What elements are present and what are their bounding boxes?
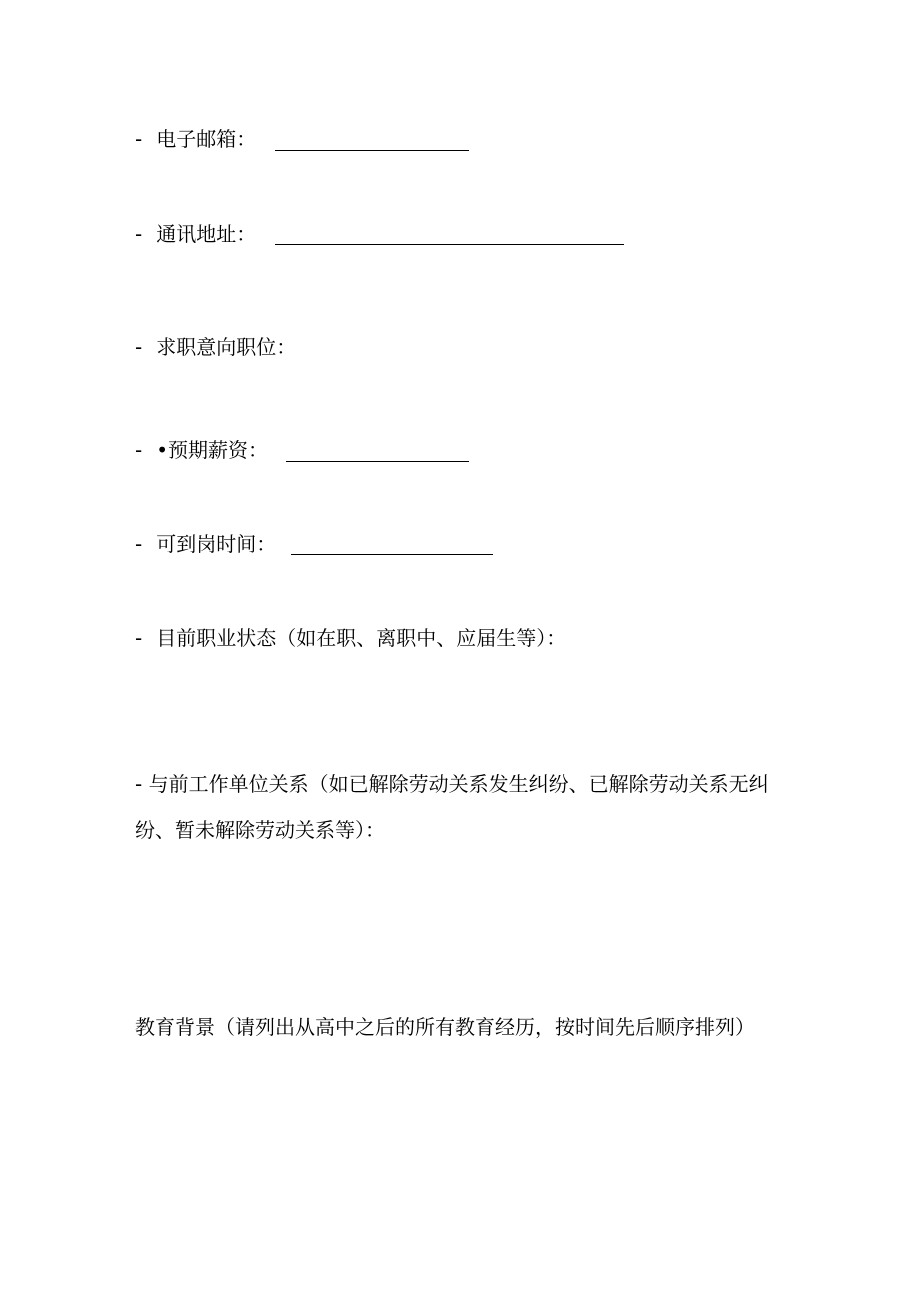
bullet-dash: - xyxy=(135,222,143,246)
education-heading: 教育背景（请列出从高中之后的所有教育经历，按时间先后顺序排列） xyxy=(135,1015,755,1039)
status-label: 目前职业状态（如在职、离职中、应届生等）： xyxy=(156,626,567,650)
address-label: 通讯地址： xyxy=(156,222,257,246)
bullet-dash: - xyxy=(135,438,143,462)
bullet-dash: - xyxy=(135,127,143,151)
bullet-dash: - xyxy=(135,626,143,650)
email-label: 电子邮箱： xyxy=(156,127,257,151)
start-time-row xyxy=(135,532,276,556)
start-time-field[interactable] xyxy=(291,554,493,555)
start-time-label: 可到岗时间： xyxy=(156,532,277,556)
salary-row xyxy=(135,438,268,462)
address-field[interactable] xyxy=(275,244,624,245)
email-row xyxy=(135,127,256,151)
position-row xyxy=(135,335,296,359)
bullet-dash: - xyxy=(135,532,143,556)
bullet-dash: - xyxy=(135,335,143,359)
salary-field[interactable] xyxy=(286,461,469,462)
salary-label: •预期薪资： xyxy=(156,438,269,462)
address-row xyxy=(135,222,256,246)
relation-paragraph: - 与前工作单位关系（如已解除劳动关系发生纠纷、已解除劳动关系无纠纷、暂未解除劳动关系等）： xyxy=(135,772,769,842)
status-row xyxy=(135,626,566,650)
email-field[interactable] xyxy=(275,150,469,151)
position-label: 求职意向职位： xyxy=(156,335,297,359)
